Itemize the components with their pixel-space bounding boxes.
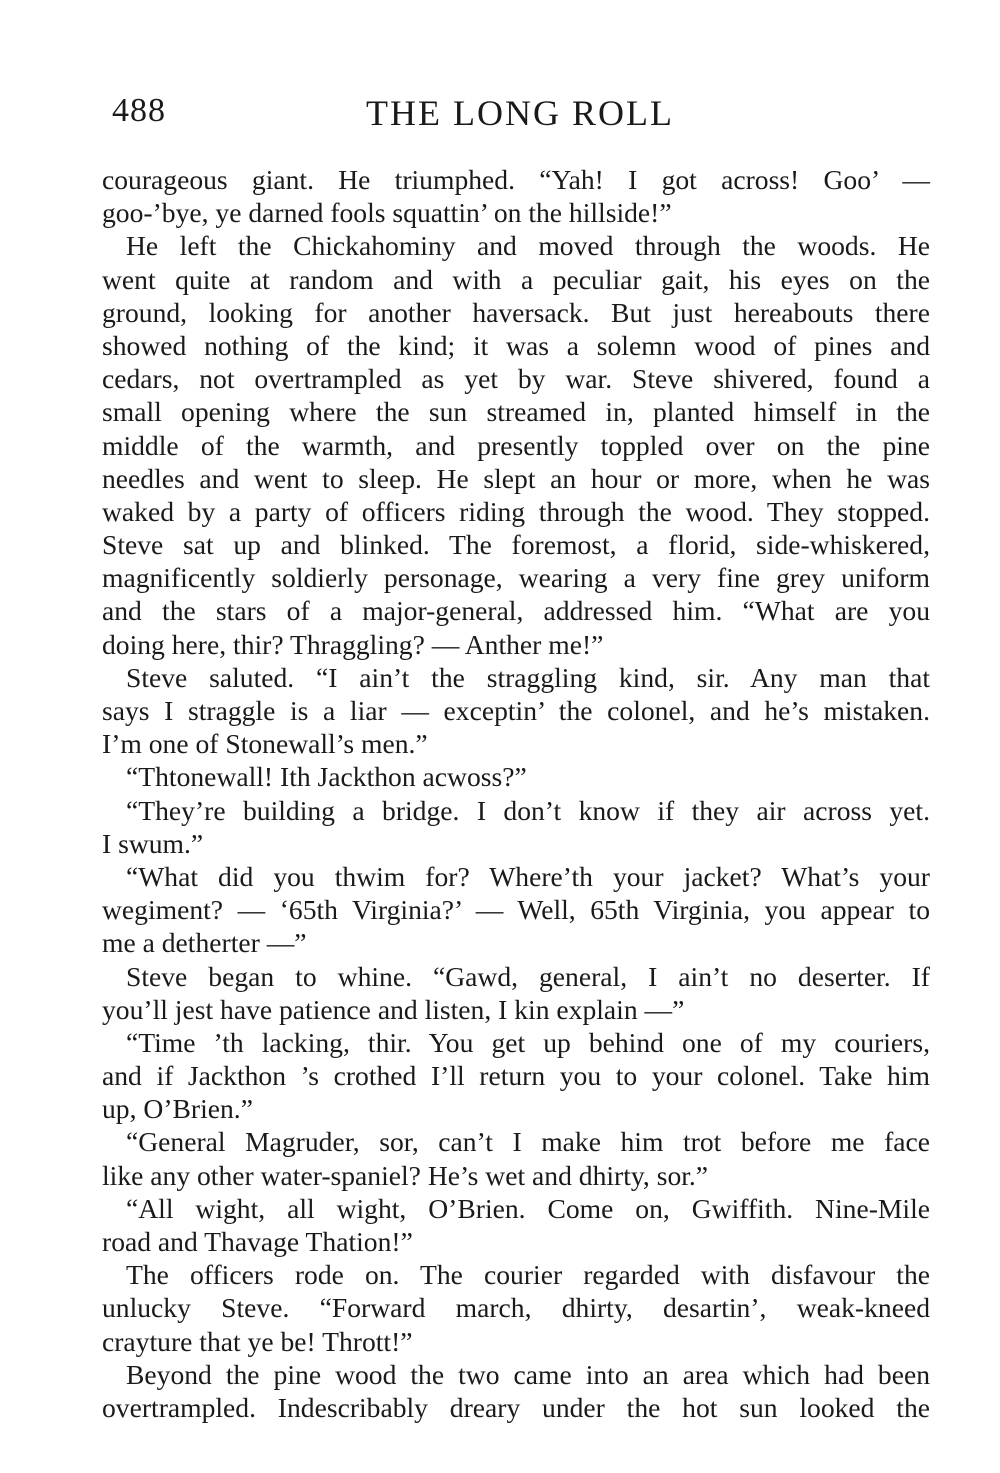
text-line: Steve began to whine. “Gawd, general, I ain’t no deserter. If <box>126 960 930 992</box>
text-line: Steve saluted. “I ain’t the straggling kind, sir. Any man that <box>126 661 930 693</box>
text-line: small opening where the sun streamed in, planted himself in the <box>102 396 930 428</box>
text-line: road and Thavage Thation!” <box>102 1226 413 1257</box>
text-line: up, O’Brien.” <box>102 1093 253 1125</box>
body-text <box>102 163 930 1424</box>
text-line: showed nothing of the kind; it was a solemn wood of pines and <box>102 329 930 361</box>
text-line: middle of the warmth, and presently toppled over on the pine <box>102 429 930 461</box>
text-line: ground, looking for another haversack. But just hereabouts there <box>102 296 930 328</box>
text-line: I swum.” <box>102 827 204 859</box>
page-number: 488 <box>112 92 166 129</box>
text-line: He left the Chickahominy and moved through the woods. He <box>126 230 930 262</box>
text-line: says I straggle is a liar — exceptin’ the colonel, and he’s mistaken. <box>102 695 930 726</box>
text-line: “Time ’th lacking, thir. You get up behind one of my couriers, <box>126 1026 930 1058</box>
text-line: “What did you thwim for? Where’th your jacket? What’s your <box>126 860 930 892</box>
text-line: and if Jackthon ’s crothed I’ll return you to your colonel. Take him <box>102 1060 930 1092</box>
text-line: “Thtonewall! Ith Jackthon acwoss?” <box>126 761 527 793</box>
text-line: doing here, thir? Thraggling? — Anther me!” <box>102 628 604 660</box>
text-line: unlucky Steve. “Forward march, dhirty, desartin’, weak-kneed <box>102 1292 930 1324</box>
text-line: crayture that ye be! Thrott!” <box>102 1325 413 1357</box>
text-line: went quite at random and with a peculiar gait, his eyes on the <box>102 263 930 295</box>
text-line: waked by a party of officers riding through the wood. They stopped. <box>102 495 930 527</box>
text-line: I’m one of Stonewall’s men.” <box>102 728 428 760</box>
text-line: goo-’bye, ye darned fools squattin’ on the hillside!” <box>102 197 672 229</box>
text-line: wegiment? — ‘65th Virginia?’ — Well, 65th Virginia, you appear to <box>102 894 930 926</box>
text-line: courageous giant. He triumphed. “Yah! I got across! Goo’ — <box>102 164 930 195</box>
text-line: The officers rode on. The courier regarded with disfavour the <box>126 1259 930 1291</box>
text-line: me a detherter —” <box>102 927 307 959</box>
text-line: you’ll jest have patience and listen, I kin explain —” <box>102 993 685 1025</box>
running-title: THE LONG ROLL <box>366 93 674 133</box>
text-line: “All wight, all wight, O’Brien. Come on, Gwiffith. Nine-Mile <box>126 1192 930 1224</box>
text-line: like any other water-spaniel? He’s wet and dhirty, sor.” <box>102 1159 709 1191</box>
text-line: “They’re building a bridge. I don’t know if they air across yet. <box>126 794 930 826</box>
text-line: magnificently soldierly personage, wearing a very fine grey uniform <box>102 562 930 594</box>
text-line: “General Magruder, sor, can’t I make him trot before me face <box>126 1126 930 1158</box>
text-line: needles and went to sleep. He slept an hour or more, when he was <box>102 462 930 494</box>
text-line: cedars, not overtrampled as yet by war. Steve shivered, found a <box>102 363 930 395</box>
text-line: overtrampled. Indescribably dreary under the hot sun looked the <box>102 1391 930 1423</box>
text-line: and the stars of a major-general, addressed him. “What are you <box>102 595 930 627</box>
text-line: Steve sat up and blinked. The foremost, a florid, side-whiskered, <box>102 529 930 561</box>
text-line: Beyond the pine wood the two came into an area which had been <box>126 1358 930 1390</box>
